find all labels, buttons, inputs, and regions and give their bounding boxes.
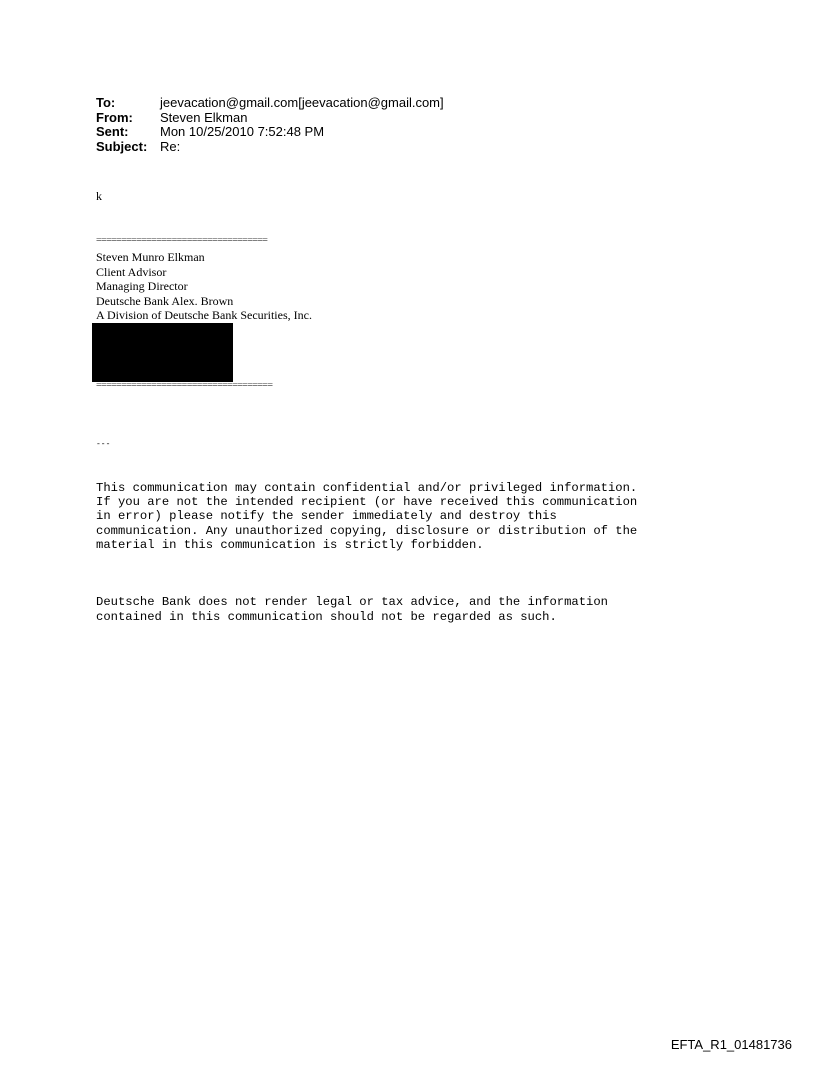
from-value: Steven Elkman — [160, 109, 248, 125]
email-body-text: k — [96, 189, 102, 203]
disclaimer-block — [96, 412, 637, 653]
from-label: From: — [96, 109, 133, 125]
disclaimer-separator: --- — [96, 439, 111, 449]
disclaimer-confidentiality: This communication may contain confidential and/or privileged information. If you are not the intended recipient (or have received this communication in error) please notify the sender immediately and destroy this communication. Any unauthorized copying, disclosure or distribution of the material in this communication is strictly forbidden. — [96, 480, 638, 553]
redaction-box — [92, 323, 233, 382]
signature-title-client-advisor: Client Advisor — [96, 264, 167, 279]
document-id: EFTA_R1_01481736 — [670, 1037, 792, 1052]
signature-rule-bottom: =================================== — [96, 380, 273, 391]
subject-label: Subject: — [96, 138, 148, 154]
signature-block — [96, 250, 312, 323]
to-value: jeevacation@gmail.com[jeevacation@gmail.com] — [160, 95, 444, 110]
disclaimer-advice: Deutsche Bank does not render legal or tax advice, and the information contained in this communication should not be regarded as such. — [96, 595, 608, 624]
signature-rule-top: ================================== — [96, 235, 268, 246]
sent-label: Sent: — [96, 124, 129, 139]
signature-division: A Division of Deutsche Bank Securities, Inc. — [96, 308, 312, 323]
header-row-from — [96, 111, 444, 126]
signature-name: Steven Munro Elkman — [96, 250, 205, 264]
subject-value: Re: — [160, 138, 181, 154]
header-row-to — [96, 96, 444, 111]
header-row-subject — [96, 140, 444, 155]
sent-value: Mon 10/25/2010 7:52:48 PM — [160, 124, 325, 139]
email-header — [96, 96, 444, 154]
header-row-sent — [96, 125, 444, 140]
signature-title-managing-director: Managing Director — [96, 279, 188, 294]
to-label: To: — [96, 95, 116, 110]
signature-company: Deutsche Bank Alex. Brown — [96, 293, 234, 308]
